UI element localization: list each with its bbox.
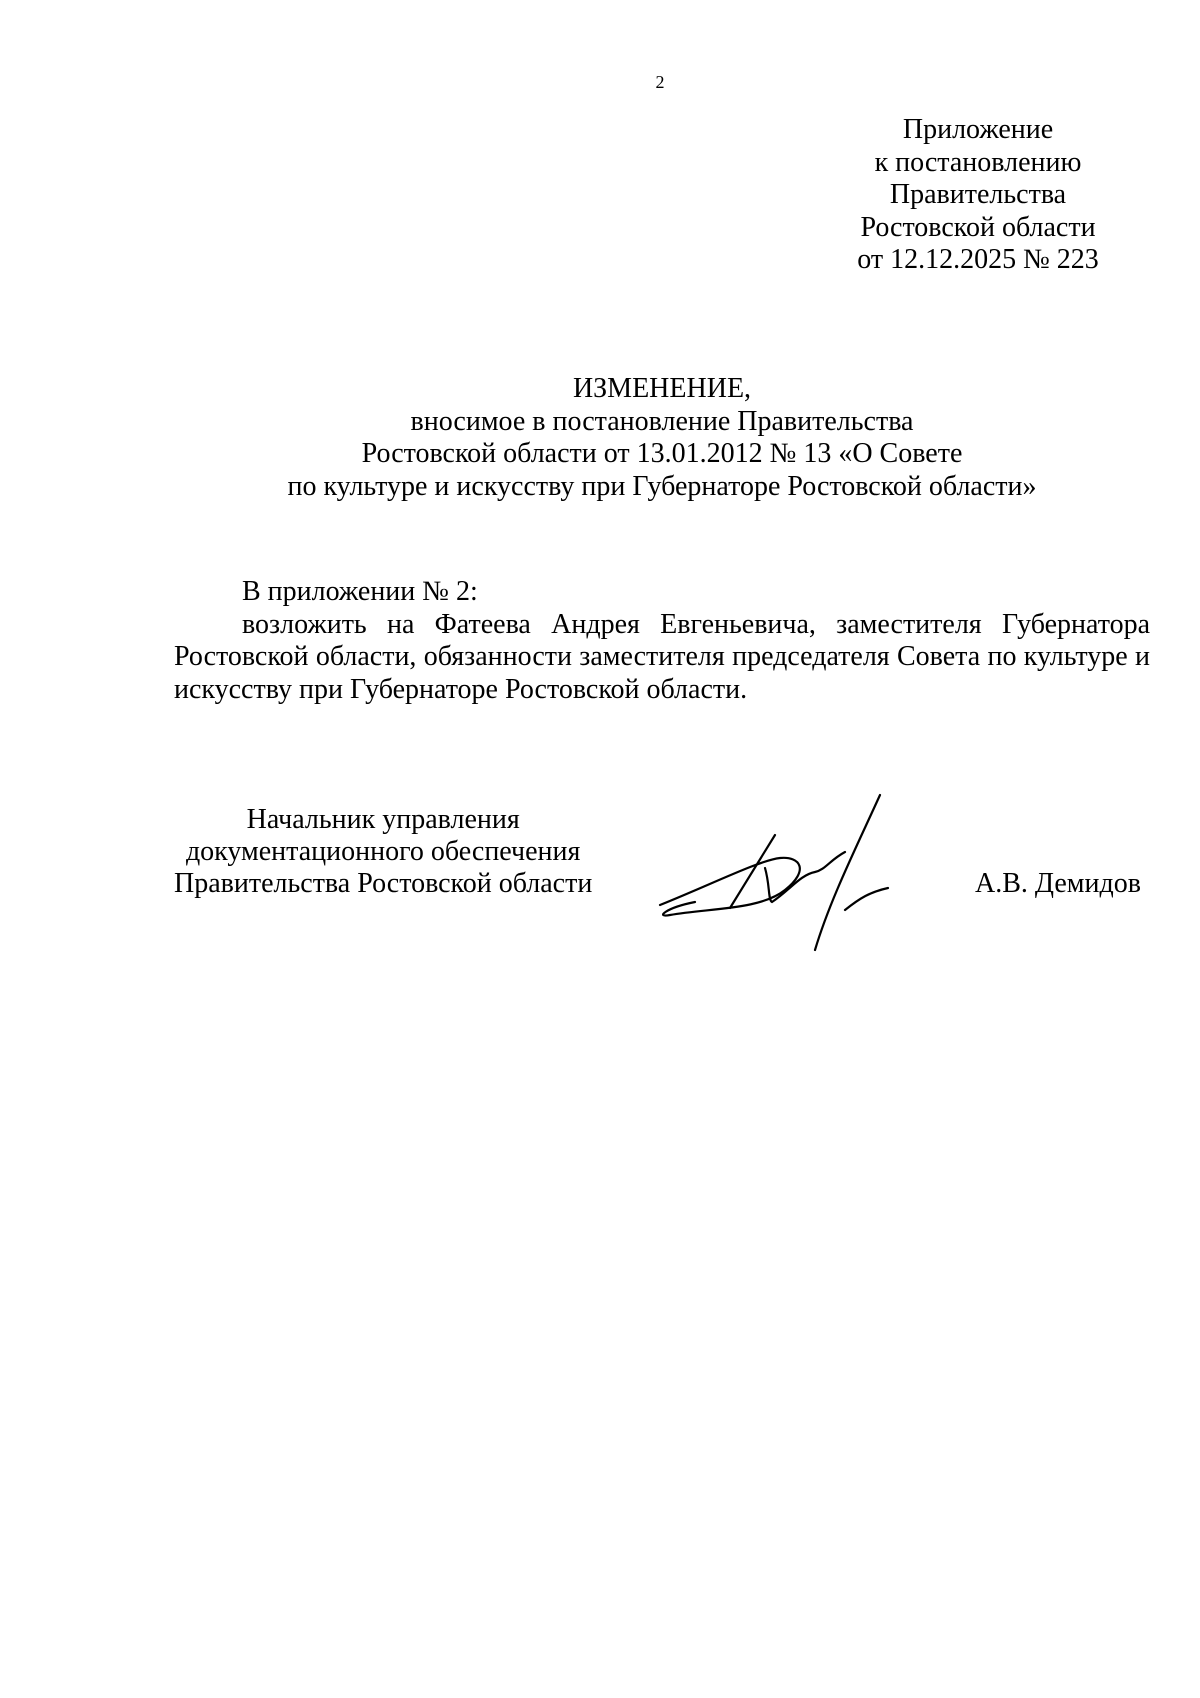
- position-line: Начальник управления: [246, 804, 520, 835]
- document-title: [174, 373, 1150, 503]
- title-line: Ростовской области от 13.01.2012 № 13 «О Совете: [361, 438, 963, 469]
- title-line: по культуре и искусству при Губернаторе Ростовской области»: [287, 470, 1037, 502]
- signatory-position: [174, 804, 592, 900]
- appendix-line: Правительства: [889, 179, 1067, 210]
- position-line: документационного обеспечения: [185, 836, 581, 867]
- appendix-line: Ростовской области: [860, 211, 1096, 243]
- handwritten-signature: [650, 790, 950, 960]
- appendix-line: от 12.12.2025 № 223: [857, 244, 1099, 275]
- signatory-name: А.В. Демидов: [975, 868, 1141, 899]
- document-body: [174, 576, 1150, 706]
- appendix-line: к постановлению: [874, 146, 1082, 178]
- title-line: вносимое в постановление Правительства: [410, 405, 914, 437]
- position-line: Правительства Ростовской области: [174, 868, 593, 899]
- title-heading: ИЗМЕНЕНИЕ,: [572, 373, 752, 404]
- body-paragraph: возложить на Фатеева Андрея Евгеньевича, заместителя Губернатора Ростовской области, обязанности заместителя председателя Совета по культуре и искусству при Губернаторе Ростовской области.: [174, 608, 1150, 705]
- appendix-line: Приложение: [902, 114, 1054, 145]
- appendix-header: [830, 114, 1126, 277]
- body-intro: В приложении № 2:: [242, 576, 478, 607]
- page-number: 2: [655, 72, 665, 92]
